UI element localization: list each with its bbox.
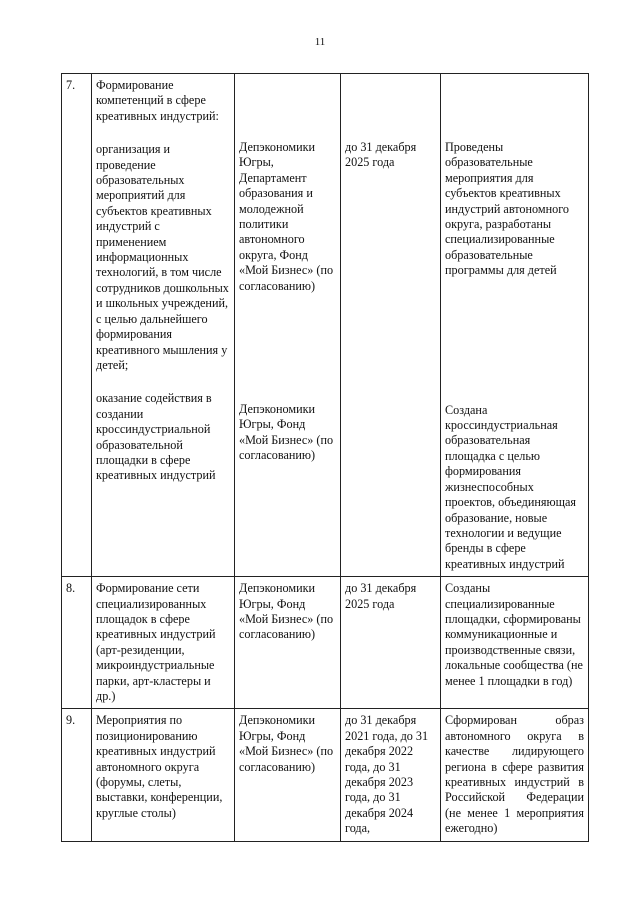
row-number [62,577,92,709]
deadline-text: до 31 декабря 2021 года, до 31 декабря 2022 года, до 31 декабря 2023 года, до 31 декабря 2024 года, [345,713,429,836]
responsible-text: Депэкономики Югры, Фонд «Мой Бизнес» (по согласованию) [239,581,334,642]
action-cell [92,577,235,709]
deadline-cell [341,74,441,577]
action-text: организация и проведение образовательных мероприятий для субъектов креативных индустрий с применением информационных технологий, в том числе сотрудников дошкольных и школьных учреждений, с целью дальнейшего формирования креативного мышления у детей; [96,142,229,372]
action-text: оказание содействия в создании кроссиндустриальной образовательной площадки в сфере креативных индустрий [96,391,216,483]
responsible-text: Депэкономики Югры, Фонд «Мой Бизнес» (по согласованию) [239,402,334,463]
deadline-cell [341,577,441,709]
responsible-text: Депэкономики Югры, Департамент образования и молодежной политики автономного округа, Фонд «Мой Бизнес» (по согласованию) [239,140,334,293]
action-text: Мероприятия по позиционированию креативных индустрий автономного округа (форумы, слеты, выставки, конференции, круглые столы) [96,713,223,820]
result-cell [441,709,589,841]
action-text: Формирование сети специализированных площадок в сфере креативных индустрий (арт-резиденции, микроиндустриальные парки, арт-кластеры и др.) [96,581,216,703]
measures-table [61,73,589,842]
result-cell [441,74,589,577]
table-row [62,577,589,709]
deadline-text: до 31 декабря 2025 года [345,140,417,170]
action-cell [92,709,235,841]
row-number-text: 9. [66,713,76,728]
row-number [62,709,92,841]
responsible-cell [235,74,341,577]
action-title: Формирование компетенций в сфере креативных индустрий: [96,78,219,123]
responsible-cell [235,709,341,841]
result-text: Созданы специализированные площадки, сформированы коммуникационные и производственные связи, локальные сообщества (не менее 1 площадки в год) [445,581,583,688]
deadline-text: до 31 декабря 2025 года [345,581,417,611]
table-row [62,709,589,841]
deadline-cell [341,709,441,841]
row-number [62,74,92,577]
action-cell [92,74,235,577]
result-text: Проведены образовательные мероприятия для субъектов креативных индустрий автономного округа, разработаны специализированные образовательные программы для детей [445,140,570,278]
row-number-text: 7. [66,78,76,92]
result-text: Создана кроссиндустриальная образовательная площадка с целью формирования жизнеспособных проектов, объединяющая образование, новые технологии и ведущие бренды в сфере креативных индустрий [445,402,577,571]
responsible-text: Депэкономики Югры, Фонд «Мой Бизнес» (по согласованию) [239,713,334,774]
row-number-text: 8. [66,581,76,596]
result-cell [441,577,589,709]
result-text: Сформирован образ автономного округа в качестве лидирующего региона в сфере развития креативных индустрий в Российской Федерации (не менее 1 мероприятия ежегодно) [445,713,584,836]
page-number: 11 [314,36,326,48]
responsible-cell [235,577,341,709]
table-row [62,74,589,577]
